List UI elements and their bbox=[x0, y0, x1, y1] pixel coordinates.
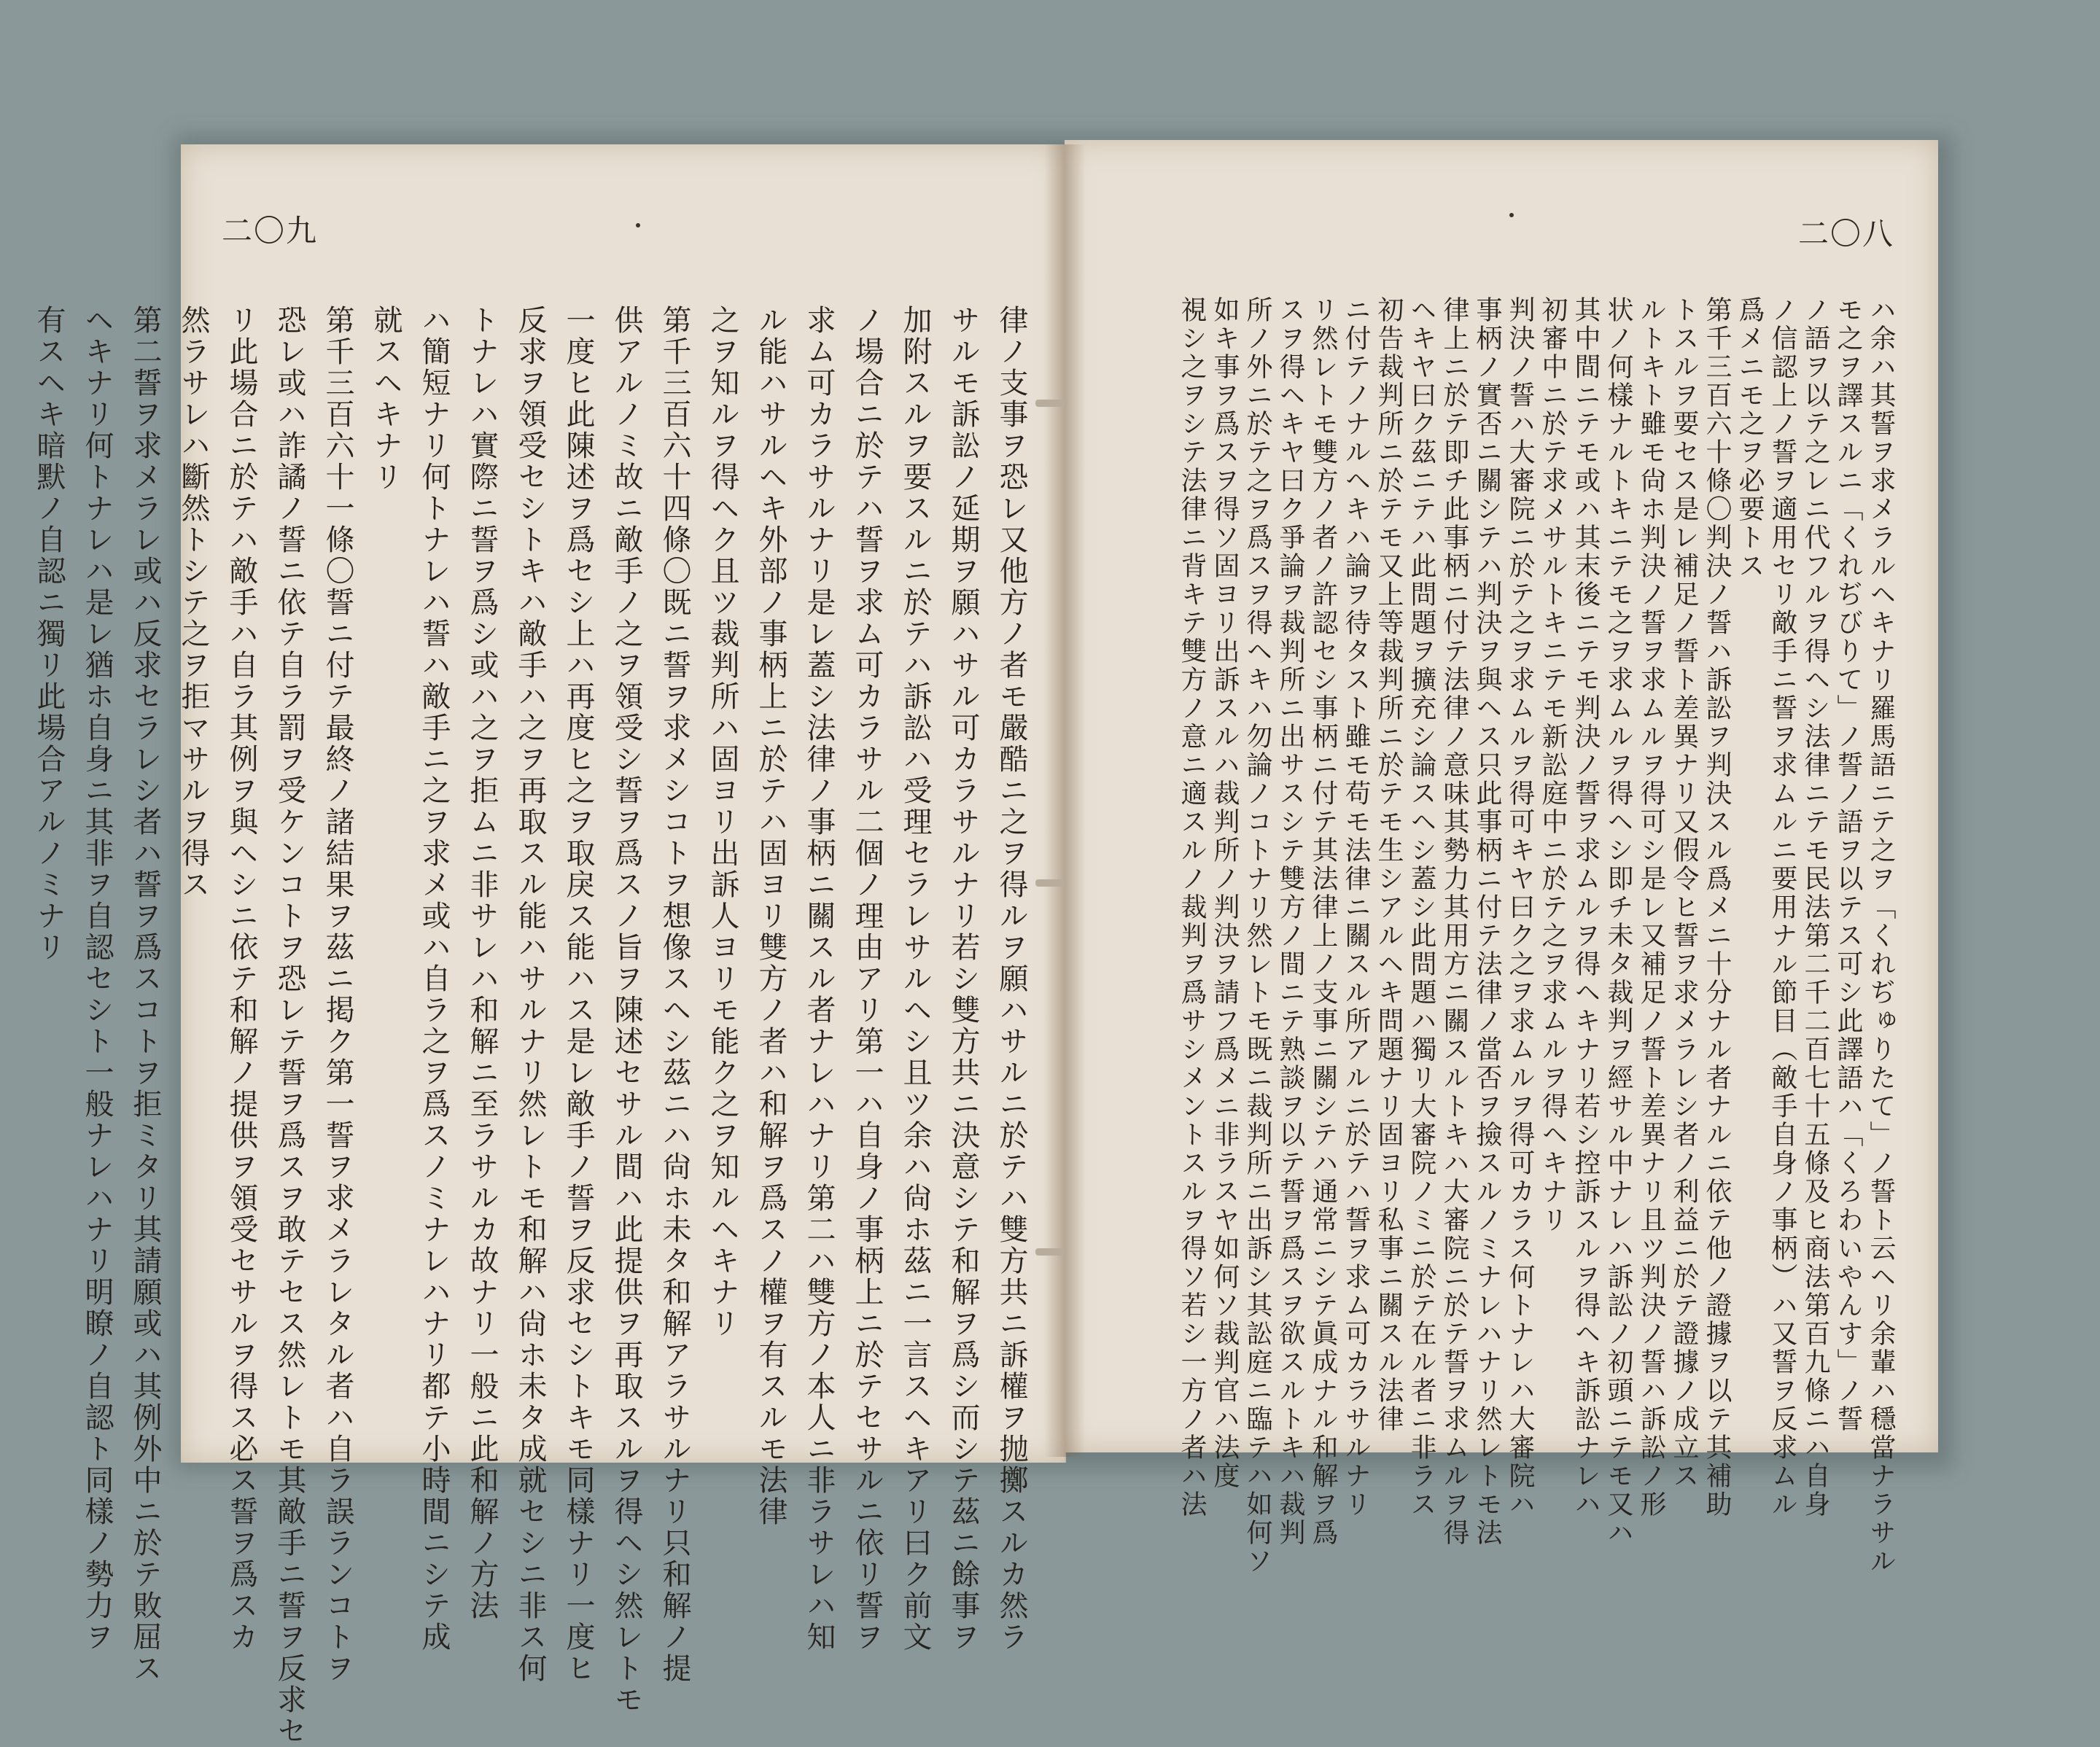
text-column: 初告裁判所ニ於テモ又上等裁判所ニ於テモ生シアルヘキ問題ナリ固ヨリ私事ニ關スル法律 bbox=[1374, 296, 1404, 1433]
text-column: 判決ノ誓ハ大審院ニ於テ之ヲ求ムルヲ得可キヤ曰ク之ヲ求ムルヲ得可カラス何トナレハ大審院ハ bbox=[1505, 296, 1535, 1519]
text-column: 一度ヒ此陳述ヲ爲セシ上ハ再度ヒ之ヲ取戾ス能ハス是レ敵手ノ誓ヲ反求セシトキモ同樣ナリ一度ヒ bbox=[561, 305, 595, 1684]
text-column: ヘキナリ何トナレハ是レ猶ホ自身ニ其非ヲ自認セシト一般ナレハナリ明瞭ノ自認ト同樣ノ勢力ヲ bbox=[80, 305, 114, 1653]
text-column: 供アルノミ故ニ敵手ノ之ヲ領受シ誓ヲ爲スノ旨ヲ陳述セサル間ハ此提供ヲ再取スルヲ得ヘシ然レトモ bbox=[610, 305, 643, 1716]
text-column: ハ簡短ナリ何トナレハ誓ハ敵手ニ之ヲ求メ或ハ自ラ之ヲ爲スノミナレハナリ都テ小時間ニシテ成 bbox=[417, 305, 451, 1653]
text-column: 所ノ外ニ於テ之ヲ爲スヲ得ヘキハ勿論ノコトナリ然レトモ既ニ裁判所ニ出訴シ其訟庭ニ臨テハ如何ソ bbox=[1242, 296, 1272, 1576]
text-column: 第千三百六十一條〇誓ニ付テ最終ノ諸結果ヲ茲ニ掲ク第一誓ヲ求メラレタル者ハ自ラ誤ランコトヲ bbox=[321, 305, 354, 1684]
text-column: 状ノ何樣ナルトキニテモ之ヲ求ムルヲ得ヘシ即チ未タ裁判ヲ經サル中ナレハ訴訟ノ初頭ニテモ又ハ bbox=[1603, 296, 1633, 1547]
text-column: サルモ訴訟ノ延期ヲ願ハサル可カラサルナリ若シ雙方共ニ決意シテ和解ヲ爲シ而シテ茲ニ餘事ヲ bbox=[946, 305, 980, 1653]
text-column: トスルヲ要セス是レ補足ノ誓ト差異ナリ又假令ヒ誓ヲ求メラレシ者ノ利益ニ於テ證據ノ成立ス bbox=[1669, 296, 1699, 1490]
text-column: 就スヘキナリ bbox=[369, 305, 402, 493]
text-column: ノ信認上ノ誓ヲ適用セリ敵手ニ誓ヲ求ムルニ要用ナル節目（敵手自身ノ事柄）ハ又誓ヲ反求ムル bbox=[1768, 296, 1797, 1519]
text-column: 求ム可カラサルナリ是レ蓋シ法律ノ事柄ニ關スル者ナレハナリ第二ハ雙方ノ本人ニ非ラサレハ知 bbox=[802, 305, 836, 1653]
left-page-number: 二〇九 bbox=[222, 213, 319, 249]
text-column: トナレハ實際ニ誓ヲ爲シ或ハ之ヲ拒ムニ非サレハ和解ニ至ラサルカ故ナリ一般ニ此和解ノ方法 bbox=[465, 305, 499, 1622]
text-column: 其中間ニテモ或ハ其末後ニテモ判決ノ誓ヲ求ムルヲ得ヘキナリ若シ控訴スルヲ得ヘキ訴訟ナレハ bbox=[1571, 296, 1601, 1519]
binding-stitch bbox=[1035, 879, 1065, 887]
right-page-text bbox=[1161, 296, 1897, 1576]
text-column: 反求ヲ領受セシトキハ敵手ハ之ヲ再取スル能ハサルナリ然レトモ和解ハ尙ホ未タ成就セシニ非ス何 bbox=[513, 305, 547, 1684]
text-column: 恐レ或ハ詐譎ノ誓ニ依テ自ラ罰ヲ受ケンコトヲ恐レテ誓ヲ爲スヲ敢テセス然レトモ其敵手ニ誓ヲ反求セ bbox=[273, 305, 306, 1747]
text-column: 爲メニモ之ヲ必要トス bbox=[1735, 296, 1765, 580]
text-column: 加附スルヲ要スルニ於テハ訴訟ハ受理セラレサルヘシ且ツ余ハ尙ホ茲ニ一言スヘキアリ曰ク前文 bbox=[898, 305, 932, 1653]
text-column: 第千三百六十條〇判決ノ誓ハ訴訟ヲ判決スル爲メニ十分ナル者ナルニ依テ他ノ證據ヲ以テ其補助 bbox=[1702, 296, 1732, 1519]
left-page bbox=[32, 144, 1066, 1747]
binding-stitch bbox=[1035, 1248, 1065, 1256]
binding-stitch bbox=[1035, 400, 1065, 407]
text-column: リ此場合ニ於テハ敵手ハ自ラ其例ヲ與ヘシニ依テ和解ノ提供ヲ領受セサルヲ得ス必ス誓ヲ爲スカ bbox=[225, 305, 258, 1653]
text-column: ヘキヤ曰ク茲ニテハ此問題ヲ擴充シ論スヘシ蓋シ此問題ハ獨リ大審院ノミニ於テ在ル者ニ非ラス bbox=[1407, 296, 1436, 1519]
text-column: 然ラサレハ斷然トシテ之ヲ拒マサルヲ得ス bbox=[176, 305, 210, 900]
text-column: 律ノ支事ヲ恐レ又他方ノ者モ嚴酷ニ之ヲ得ルヲ願ハサルニ於テハ雙方共ニ訴權ヲ抛擲スルカ然ラ bbox=[995, 305, 1028, 1653]
right-page bbox=[1065, 140, 1938, 1576]
text-column: ル能ハサルヘキ外部ノ事柄上ニ於テハ固ヨリ雙方ノ者ハ和解ヲ爲スノ權ヲ有スルモ法律 bbox=[754, 305, 788, 1528]
text-column: 視シ之ヲシテ法律ニ背キテ雙方ノ意ニ適スルノ裁判ヲ爲サシメントスルヲ得ソ若シ一方ノ者ハ法 bbox=[1177, 296, 1207, 1519]
text-column: モ之ヲ譯スルニ「くれぢびりて」ノ誓ノ語ヲ以テス可シ此譯語ハ「くろわいやんす」ノ誓 bbox=[1833, 296, 1863, 1433]
book-gutter bbox=[1044, 144, 1085, 1457]
text-column: ノ語ヲ以テ之レニ代フルヲ得ヘシ法律ニテモ民法第二千二百七十五條及ヒ商法第百九條ニハ自身 bbox=[1800, 296, 1830, 1519]
text-column: ノ場合ニ於テハ誓ヲ求ム可カラサル二個ノ理由アリ第一ハ自身ノ事柄上ニ於テセサルニ依リ誓ヲ bbox=[850, 305, 884, 1653]
text-column: 第二誓ヲ求メラレ或ハ反求セラレシ者ハ誓ヲ爲スコトヲ拒ミタリ其請願或ハ其例外中ニ於テ敗屈ス bbox=[128, 305, 162, 1684]
text-column: 有スヘキ暗默ノ自認ニ獨リ此場合アルノミナリ bbox=[32, 305, 66, 963]
text-column: ルトキト雖モ尙ホ判決ノ誓ヲ求ムルヲ得可シ是レ又補足ノ誓ト差異ナリ且ツ判決ノ誓ハ訴訟ノ形 bbox=[1636, 296, 1666, 1519]
text-column: 之ヲ知ルヲ得ヘク且ツ裁判所ハ固ヨリ出訴人ヨリモ能ク之ヲ知ルヘキナリ bbox=[706, 305, 739, 1339]
right-page-number: 二〇八 bbox=[1797, 216, 1894, 252]
text-column: ニ付テノナルヘキハ論ヲ待タスト雖モ苟モ法律ニ關スル所アルニ於テハ誓ヲ求ム可カラサルナリ bbox=[1341, 296, 1371, 1519]
text-column: 律上ニ於テ即チ此事柄ニ付テ法律ノ意味其勢力其用方ニ關スルトキハ大審院ニ於テ誓ヲ求ムルヲ得 bbox=[1439, 296, 1469, 1547]
text-column: スヲ得ヘキヤ曰ク爭論ヲ裁判所ニ出サスシテ雙方ノ間ニテ熟談ヲ以テ誓ヲ爲スヲ欲スルトキハ裁判 bbox=[1275, 296, 1305, 1547]
text-column: 事柄ノ實否ニ關シテハ判決ヲ與ヘス只此事柄ニ付テ法律ノ當否ヲ撿スルノミナレハナリ然レトモ法 bbox=[1472, 296, 1502, 1547]
text-column: 如キ事ヲ爲スヲ得ソ固ヨリ出訴スルハ裁判所ノ判決ヲ請フ爲メニ非ラスヤ如何ソ裁判官ハ法度 bbox=[1210, 296, 1240, 1490]
left-page-text bbox=[32, 305, 1035, 1747]
text-column: 初審中ニ於テ求メサルトキニテモ新訟庭中ニ於テ之ヲ求ムルヲ得ヘキナリ bbox=[1538, 296, 1568, 1234]
text-column: リ然レトモ雙方ノ者ノ許認セシ事柄ニ付テ其法律上ノ支事ニ關シテハ通常ニシテ眞成ナル和解ヲ爲 bbox=[1308, 296, 1338, 1547]
text-column: 第千三百六十四條〇既ニ誓ヲ求メシコトヲ想像スヘシ茲ニハ尙ホ未タ和解アラサルナリ只和解ノ提 bbox=[658, 305, 691, 1684]
text-column: ハ余ハ其誓ヲ求メラルヘキナリ羅馬語ニテ之ヲ「くれぢゅりたて」ノ誓ト云ヘリ余輩ハ穩當ナラサル bbox=[1866, 296, 1896, 1576]
page-mark bbox=[1509, 213, 1514, 217]
page-mark bbox=[636, 223, 640, 227]
